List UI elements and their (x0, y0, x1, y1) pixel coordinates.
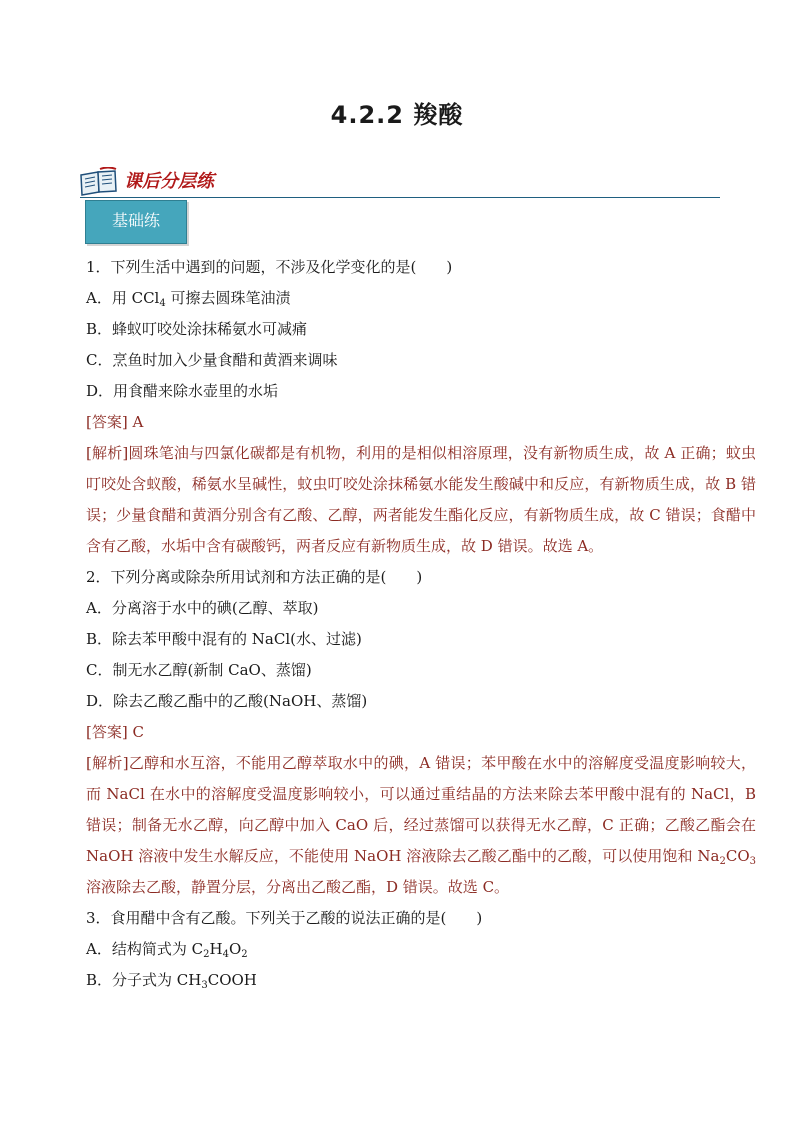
section-rule (80, 197, 720, 198)
q1-option-a: A．用 CCl$_4$ 可擦去圆珠笔油渍 (86, 289, 291, 309)
q2-stem: 2．下列分离或除杂所用试剂和方法正确的是( ) (86, 568, 423, 586)
q2-option-c: C．制无水乙醇(新制 CaO、蒸馏) (86, 661, 312, 679)
question-body (86, 252, 756, 996)
book-icon (78, 167, 120, 201)
page-title: 4.2.2 羧酸 (330, 101, 464, 129)
q3-option-b: B．分子式为 $CH_3COOH$ (86, 971, 257, 991)
q2-analysis: [解析]乙醇和水互溶，不能用乙醇萃取水中的碘，A 错误；苯甲酸在水中的溶解度受温度影响较大，而 NaCl 在水中的溶解度受温度影响较小，可以通过重结晶的方法来除去苯甲酸中混有的 NaCl，B 错误；制备无水乙醇，向乙醇中加入 CaO 后，经过蒸馏可以获得无水乙醇，C 正确；乙酸乙酯会在 NaOH 溶液中发生水解反应，不能使用 NaOH 溶液除去乙酸乙酯中的乙酸，可以使用饱和 $Na_2CO_3$溶液除去乙酸，静置分层，分离出乙酸乙酯，D 错误。故选 C。 (86, 754, 756, 896)
level-badge: 基础练 (85, 200, 187, 244)
q1-option-b: B．蜂蚁叮咬处涂抹稀氨水可减痛 (86, 320, 308, 338)
q1-option-d: D．用食醋来除水壶里的水垢 (86, 382, 279, 400)
q2-option-b: B．除去苯甲酸中混有的 NaCl(水、过滤) (86, 630, 362, 648)
q2-option-a: A．分离溶于水中的碘(乙醇、萃取) (86, 599, 319, 617)
q1-option-c: C．烹鱼时加入少量食醋和黄酒来调味 (86, 351, 338, 369)
q1-analysis: [解析]圆珠笔油与四氯化碳都是有机物，利用的是相似相溶原理，没有新物质生成，故 A 正确；蚊虫叮咬处含蚁酸，稀氨水呈碱性，蚊虫叮咬处涂抹稀氨水能发生酸碱中和反应，有新物质生成，故 B 错误；少量食醋和黄酒分别含有乙酸、乙醇，两者能发生酯化反应，有新物质生成，故 C 错误；食醋中含有乙酸，水垢中含有碳酸钙，两者反应有新物质生成，故 D 错误。故选 A。 (86, 444, 756, 555)
q2-option-d: D．除去乙酸乙酯中的乙酸(NaOH、蒸馏) (86, 692, 368, 710)
q2-answer: [答案] C (86, 723, 144, 741)
q1-answer: [答案] A (86, 413, 144, 431)
q1-stem: 1．下列生活中遇到的问题，不涉及化学变化的是( ) (86, 258, 453, 276)
section-label: 课后分层练 (124, 171, 214, 192)
q3-option-a: A．结构简式为 $C_2H_4O_2$ (86, 940, 248, 960)
q3-stem: 3．食用醋中含有乙酸。下列关于乙酸的说法正确的是( ) (86, 909, 483, 927)
section-header (78, 163, 718, 201)
